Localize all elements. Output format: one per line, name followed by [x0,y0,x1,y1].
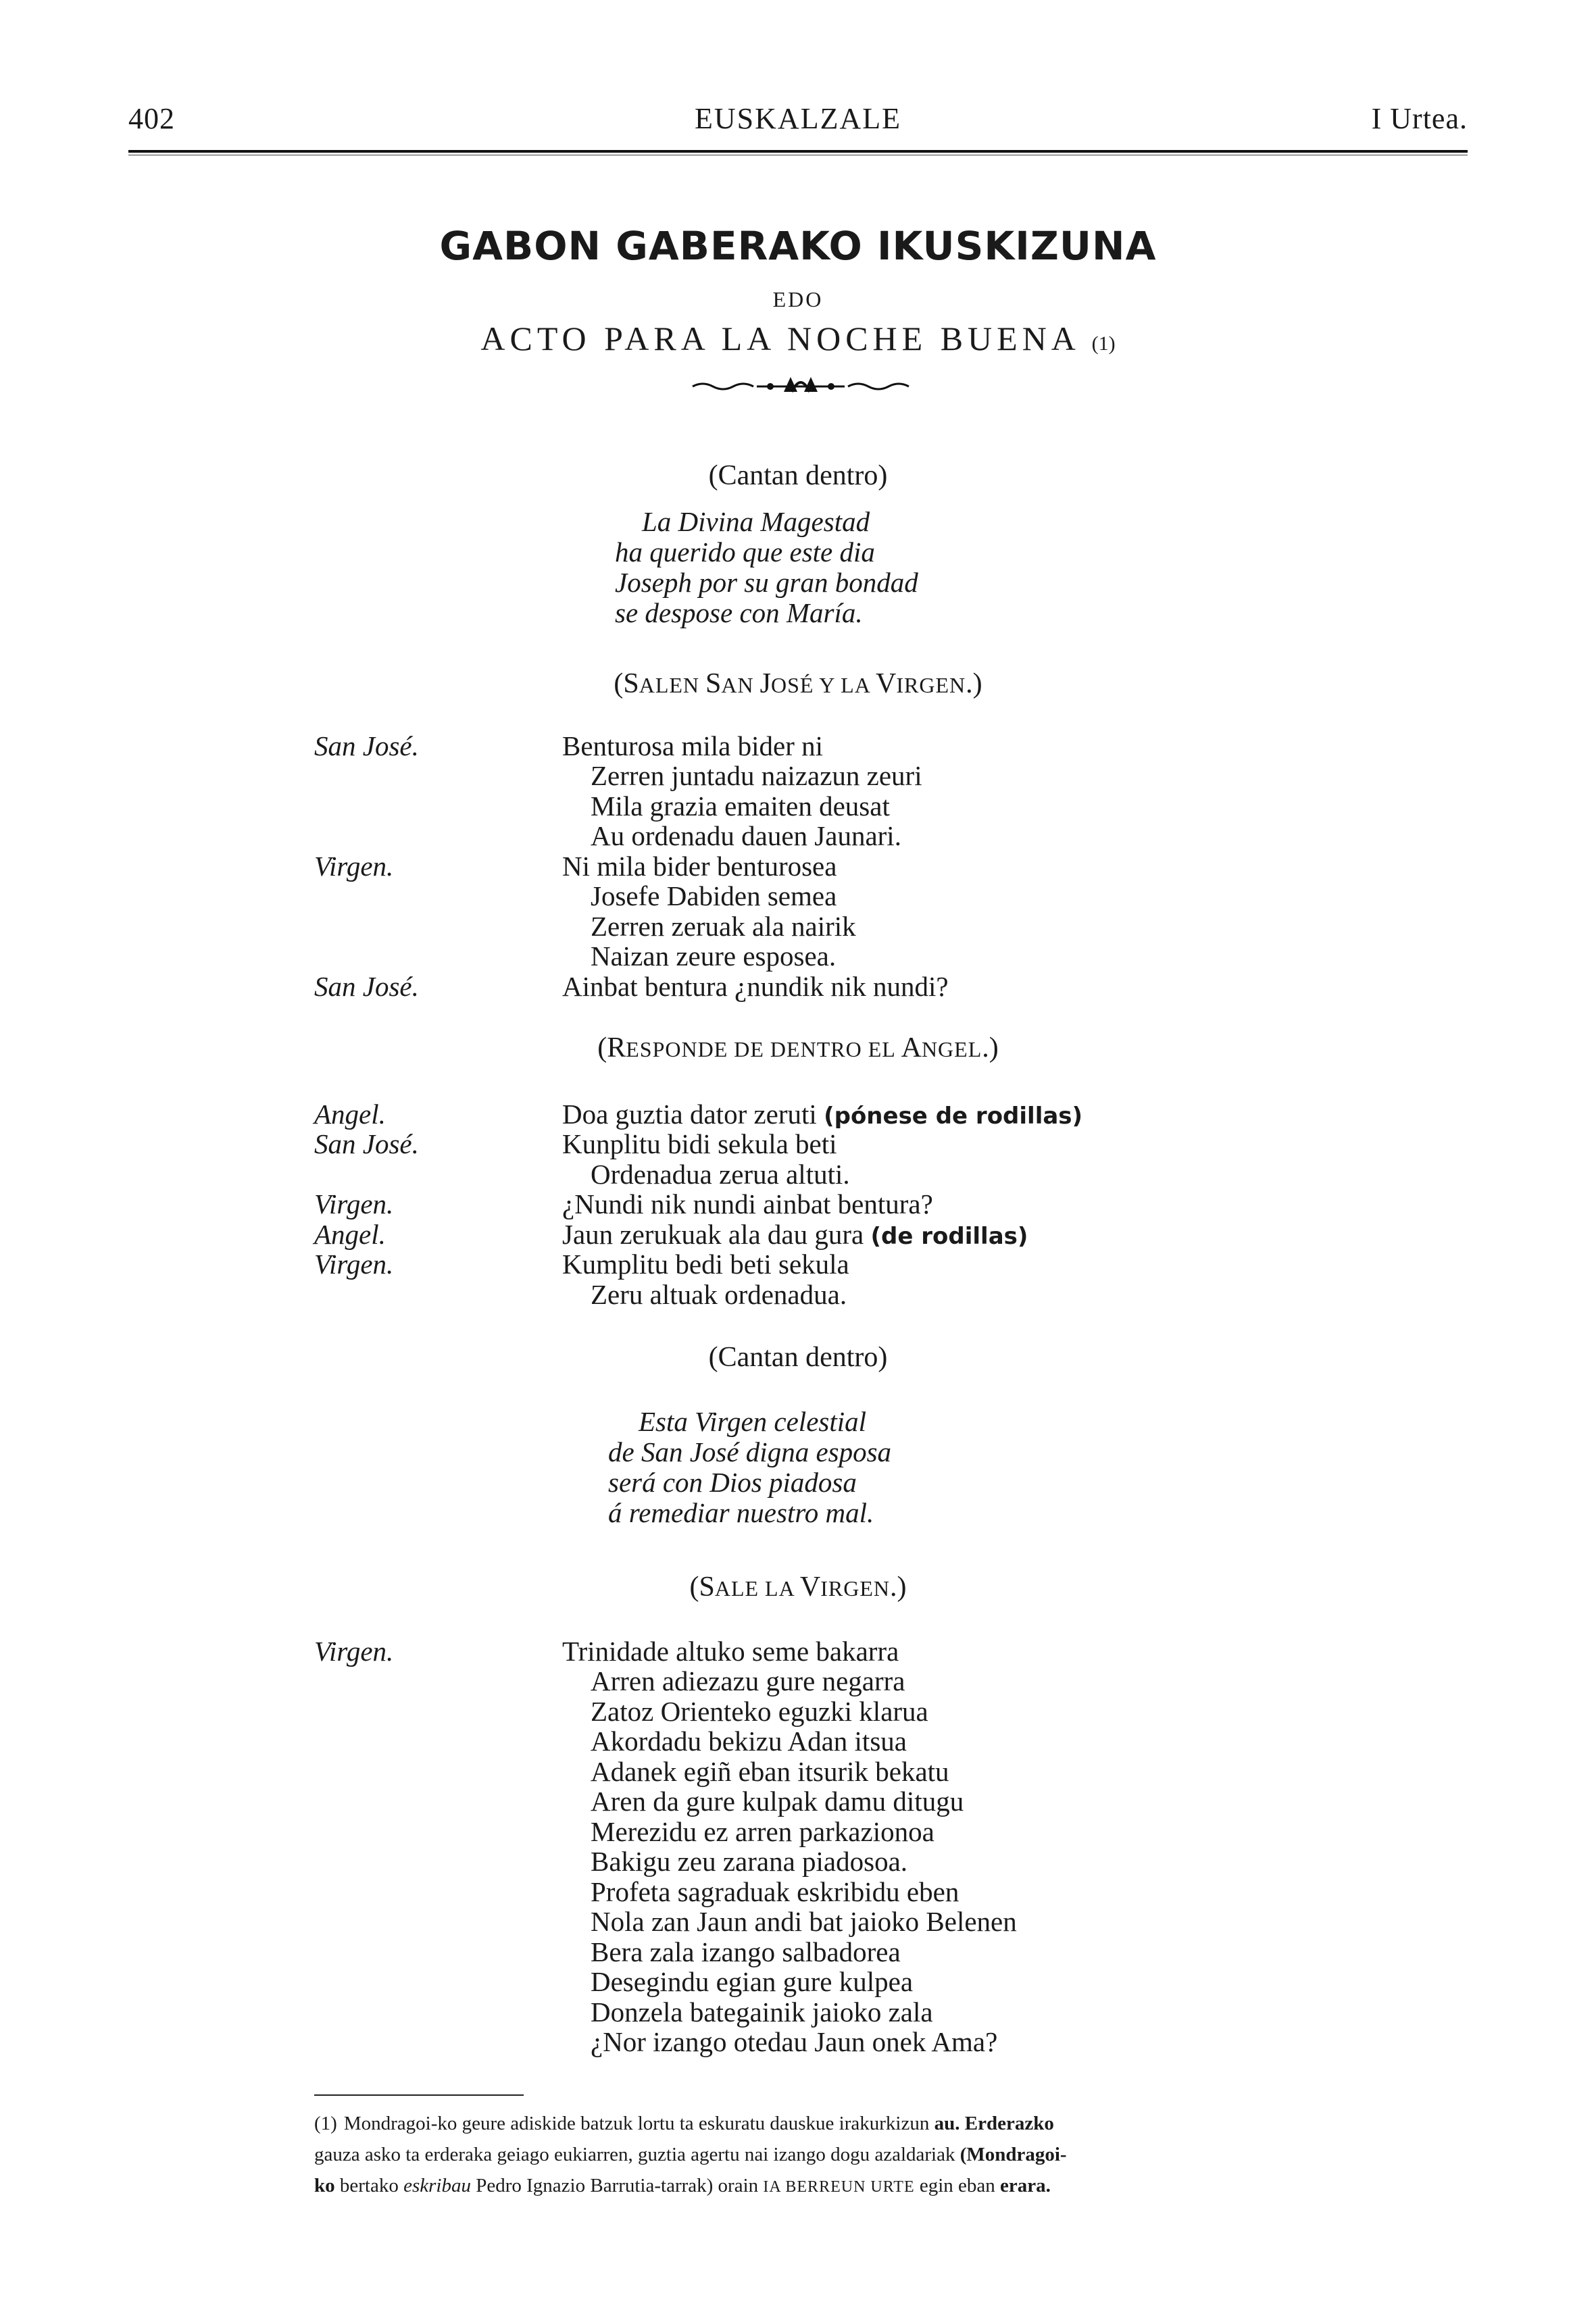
song-1-line: La Divina Magestad [642,506,870,537]
verse-line: Josefe Dabiden semea [591,880,837,911]
stage-direction-cantan-1: (Cantan dentro) [708,460,888,491]
footnote-text-caps: IA BERREUN URTE [763,2178,915,2196]
smallcaps-rest: ESPONDE DE DENTRO EL [626,1037,901,1061]
song-1-line: ha querido que este dia [615,536,875,568]
verse-line: Zerren zeruak ala nairik [591,911,856,942]
smallcaps-initial: S [705,668,722,699]
stage-direction-salen [0,668,1596,700]
verse-text: Doa guztia dator zeruti [562,1099,817,1130]
verse-line: Au ordenadu dauen Jaunari. [591,820,901,851]
speaker-label: Virgen. [314,1249,394,1280]
verse-line: Akordadu bekizu Adan itsua [591,1726,907,1757]
smallcaps-initial: S [623,668,639,699]
song-1 [615,506,918,628]
song-2 [608,1406,892,1528]
subtitle [0,319,1596,358]
smallcaps-rest: IRGEN [820,1576,891,1601]
verse-line: Kumplitu bedi beti sekula [562,1249,849,1280]
speaker-label: Angel. [314,1099,386,1130]
smallcaps-rest: AN [721,673,760,697]
verse-line: Benturosa mila bider ni [562,730,823,761]
verse-line: Nola zan Jaun andi bat jaioko Belenen [591,1906,1017,1937]
verse-line: Zatoz Orienteko eguzki klarua [591,1696,928,1727]
footnote-text-italic: eskribau [403,2175,471,2196]
stage-direction-sale [0,1571,1596,1603]
verse-line: Profeta sagraduak eskribidu eben [591,1876,959,1907]
verse-line: Desegindu egian gure kulpea [591,1966,914,1997]
paren: .) [890,1571,907,1603]
song-1-line: Joseph por su gran bondad [615,567,918,598]
stage-direction-cantan-2: (Cantan dentro) [708,1342,888,1373]
paren: ( [597,1032,607,1063]
verse-line: Ainbat bentura ¿nundik nik nundi? [562,971,949,1002]
footnote-text: bertako [339,2175,399,2196]
verse-line [562,1218,1028,1251]
smallcaps-initial: J [759,668,771,699]
footnote-line-2 [314,2139,1280,2170]
speaker-label: San José. [314,730,419,761]
verse-line: Bera zala izango salbadorea [591,1936,901,1967]
smallcaps-rest: NGEL [921,1037,982,1061]
journal-title: EUSKALZALE [695,102,901,135]
paren: ( [689,1571,699,1603]
smallcaps-rest: OSÉ Y LA [770,673,876,697]
verse-line [562,1098,1082,1130]
smallcaps-initial: S [699,1571,715,1603]
footnote-text-bold: (Mondragoi- [959,2144,1067,2165]
paren: .) [966,668,982,699]
speaker-label: San José. [314,1128,419,1159]
verse-line: Adanek egiñ eban itsurik bekatu [591,1756,949,1787]
speaker-label: Virgen. [314,851,394,882]
running-head [128,101,1468,149]
footnote-mark: (1) [314,2113,337,2134]
speaker-label: Angel. [314,1219,386,1250]
stage-direction-responde [0,1032,1596,1064]
paren: .) [982,1032,999,1063]
verse-line: ¿Nundi nik nundi ainbat bentura? [562,1188,933,1219]
verse-line: Trinidade altuko seme bakarra [562,1636,899,1667]
verse-line: Ni mila bider benturosea [562,851,837,882]
title-connector: EDO [772,287,824,311]
song-2-line: será con Dios piadosa [608,1467,857,1498]
smallcaps-rest: ALEN [639,673,706,697]
footnote [314,2108,1280,2203]
smallcaps-initial: V [876,668,897,699]
footnote-rule [314,2094,524,2096]
verse-line: Merezidu ez arren parkazionoa [591,1816,934,1847]
footnote-text-bold: erara. [1000,2175,1051,2196]
page-title: GABON GABERAKO IKUSKIZUNA [439,223,1157,269]
header-rule [128,150,1468,153]
song-2-line: de San José digna esposa [608,1436,892,1467]
footnote-text: gauza asko ta erderaka geiago eukiarren, guztia agertu nai izango dogu azaldariak [314,2144,955,2165]
verse-line: Bakigu zeu zarana piadosoa. [591,1846,908,1877]
verse-line: Kunplitu bidi sekula beti [562,1128,837,1159]
footnote-text-bold: ko [314,2175,335,2196]
verse-line: Zerren juntadu naizazun zeuri [591,760,922,791]
footnote-line-1 [314,2108,1280,2139]
speaker-label: Virgen. [314,1636,394,1667]
speaker-label: San José. [314,971,419,1002]
verse-line: Aren da gure kulpak damu ditugu [591,1786,964,1817]
footnote-line-3 [314,2170,1280,2203]
verse-line: ¿Nor izango otedau Jaun onek Ama? [591,2026,998,2057]
stage-note: (de rodillas) [870,1223,1028,1250]
smallcaps-initial: R [607,1032,626,1063]
smallcaps-rest: IRGEN [896,673,966,697]
verse-line: Mila grazia emaiten deusat [591,790,890,822]
smallcaps-rest: ALE LA [714,1576,800,1601]
verse-line: Donzela bategainik jaioko zala [591,1996,933,2028]
subtitle-text: ACTO PARA LA NOCHE BUENA [480,320,1079,357]
footnote-text: Pedro Ignazio Barrutia-tarrak) orain [476,2175,759,2196]
footnote-text: egin eban [919,2175,995,2196]
song-2-line: Esta Virgen celestial [639,1406,867,1437]
verse-line: Arren adiezazu gure negarra [591,1665,905,1696]
stage-note: (pónese de rodillas) [824,1103,1083,1130]
song-1-line: se despose con María. [615,597,863,628]
volume-label: I Urtea. [1371,102,1468,135]
page-number: 402 [128,102,175,135]
verse-line: Zeru altuak ordenadua. [591,1279,847,1310]
verse-line: Naizan zeure esposea. [591,940,837,972]
speaker-label: Virgen. [314,1188,394,1219]
footnote-text: Mondragoi-ko geure adiskide batzuk lortu ta eskuratu dauskue irakurkizun [343,2113,930,2134]
verse-text: Jaun zerukuak ala dau gura [562,1219,864,1250]
song-2-line: á remediar nuestro mal. [608,1497,874,1528]
paren: ( [614,668,624,699]
ornament-divider [689,372,912,399]
footnote-reference: (1) [1091,332,1116,355]
smallcaps-initial: A [901,1032,922,1063]
smallcaps-initial: V [799,1571,821,1603]
footnote-text-bold: au. Erderazko [934,2113,1054,2134]
verse-line: Ordenadua zerua altuti. [591,1159,850,1190]
